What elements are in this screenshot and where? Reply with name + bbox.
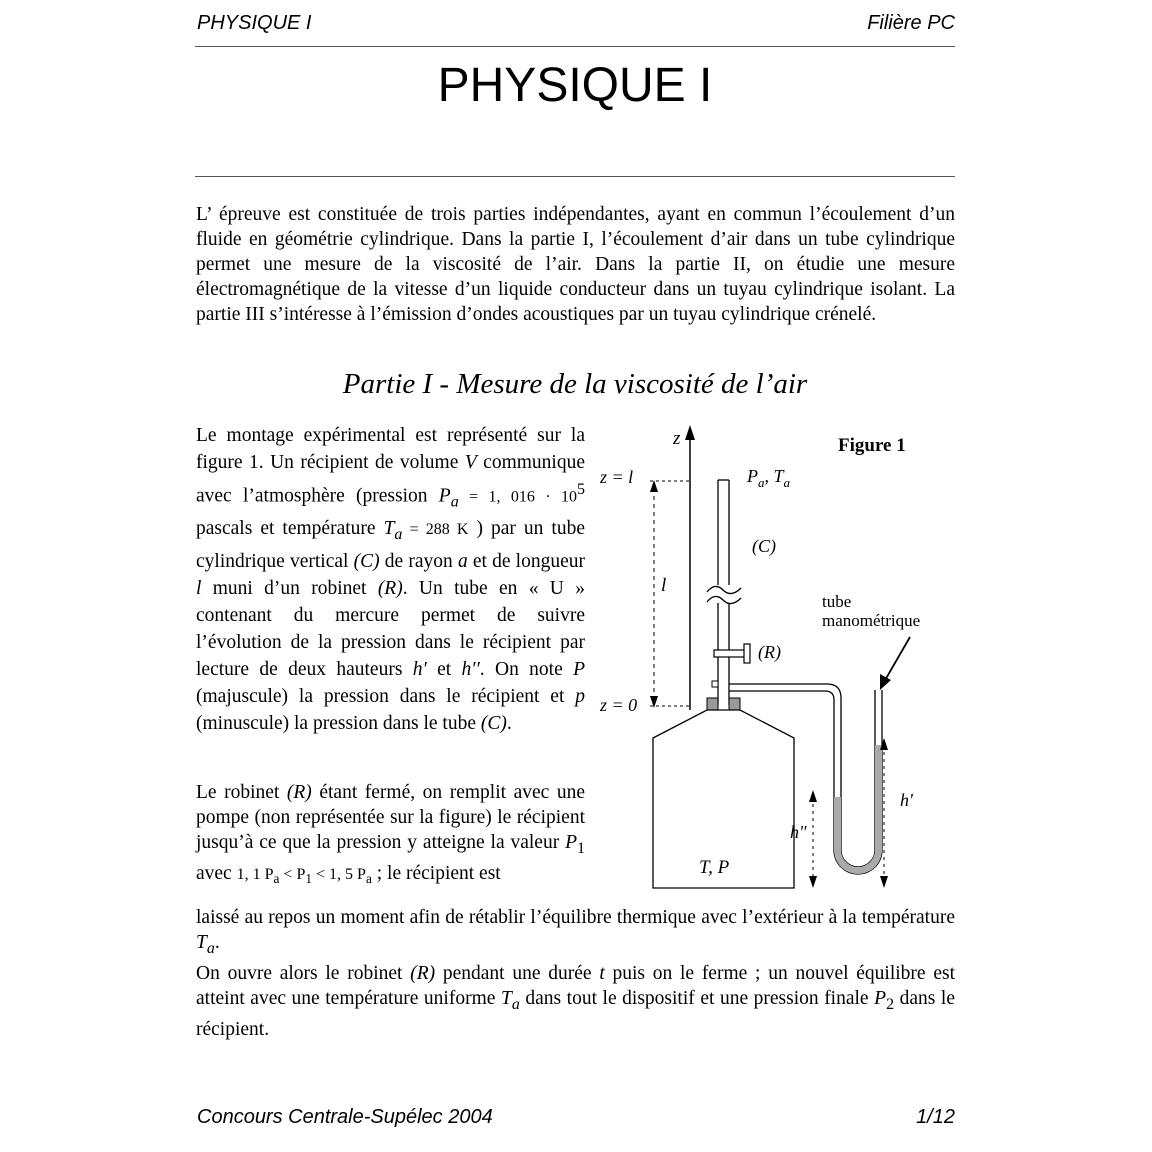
section-title: Partie I - Mesure de la viscosité de l’air	[342, 368, 808, 400]
paragraph-filling: Le robinet (R) étant fermé, on remplit avec une pompe (non représentée sur la figure) le récipient jusqu’à ce que la pression y atteigne la valeur $P_1$ avec 1, 1 $P_a < P_1 < 1$, 5 $P_a$ ; le récipient est	[196, 782, 585, 887]
footer-left: Concours Centrale-Supélec 2004	[197, 1106, 493, 1128]
robinet-handle	[744, 644, 750, 663]
tube-label-line1: tube	[822, 592, 852, 611]
seal-left	[707, 698, 718, 710]
seal-right	[729, 698, 740, 710]
z-bottom-label: z = 0	[600, 695, 638, 715]
header-right: Filière PC	[867, 12, 955, 34]
header-left: PHYSIQUE I	[197, 12, 312, 34]
l-label: l	[661, 575, 667, 596]
intro-paragraph: L’ épreuve est constituée de trois parties indépendantes, ayant en commun l’écoulement d’un fluide en géométrie cylindrique. Dans la partie I, l’écoulement d’air dans un tube cylindrique permet une mesure de la viscosité de l’air. Dans la partie II, on étudie une mesure électromagnétique de la vitesse d’un liquide conducteur dans un tuyau cylindrique isolant. La partie III s’intéresse à l’émission d’ondes acoustiques par un tuyau cylindrique crénelé.	[196, 204, 955, 325]
paragraph-opening: On ouvre alors le robinet (R) pendant une durée t puis on le ferme ; un nouvel équilibre est atteint avec une température uniforme $T_a$ dans tout le dispositif et une pression finale $P_2$ dans le récipient.	[196, 963, 955, 1040]
tube-pointer-line	[884, 637, 910, 682]
paragraph-setup: Le montage expérimental est représenté sur la figure 1. Un récipient de volume V communique avec l’atmosphère (pression $P_a = 1$, $016 \cdot 10^5$ pascals et température $T_a = 288$ K ) par un tube cylindrique vertical (C) de rayon a et de longueur l muni d’un robinet (R). Un tube en « U » contenant du mercure permet de suivre l’évolution de la pression dans le récipient par lecture de deux hauteurs h′ et h′′. On note P (majuscule) la pression dans le récipient et p (minuscule) la pression dans le tube (C).	[196, 425, 586, 735]
atm-label: $P_a$, $T_a$	[747, 466, 791, 490]
z-top-label: z = l	[600, 467, 634, 487]
recipient-label: T, P	[699, 857, 730, 878]
h-prime-label: h'	[900, 790, 913, 810]
h-double-label: h"	[790, 822, 807, 842]
robinet-stem	[714, 650, 746, 657]
tube-c-label: (C)	[752, 536, 776, 556]
tube-pointer-arrow	[880, 674, 891, 690]
z-axis-label: z	[673, 428, 681, 449]
l-arrow-top	[650, 480, 658, 492]
figure-caption: Figure 1	[838, 435, 906, 456]
page-title: PHYSIQUE I	[437, 59, 713, 112]
z-axis-arrow	[685, 425, 695, 440]
figure-1	[595, 420, 955, 900]
header-rule	[195, 46, 955, 47]
title-rule	[195, 176, 955, 177]
paragraph-filling-cont: laissé au repos un moment afin de rétablir l’équilibre thermique avec l’extérieur à la température $T_a$.	[196, 907, 955, 957]
footer-right: 1/12	[916, 1106, 955, 1128]
tube-label-line2: manométrique	[822, 611, 921, 630]
robinet-label: (R)	[758, 642, 781, 662]
